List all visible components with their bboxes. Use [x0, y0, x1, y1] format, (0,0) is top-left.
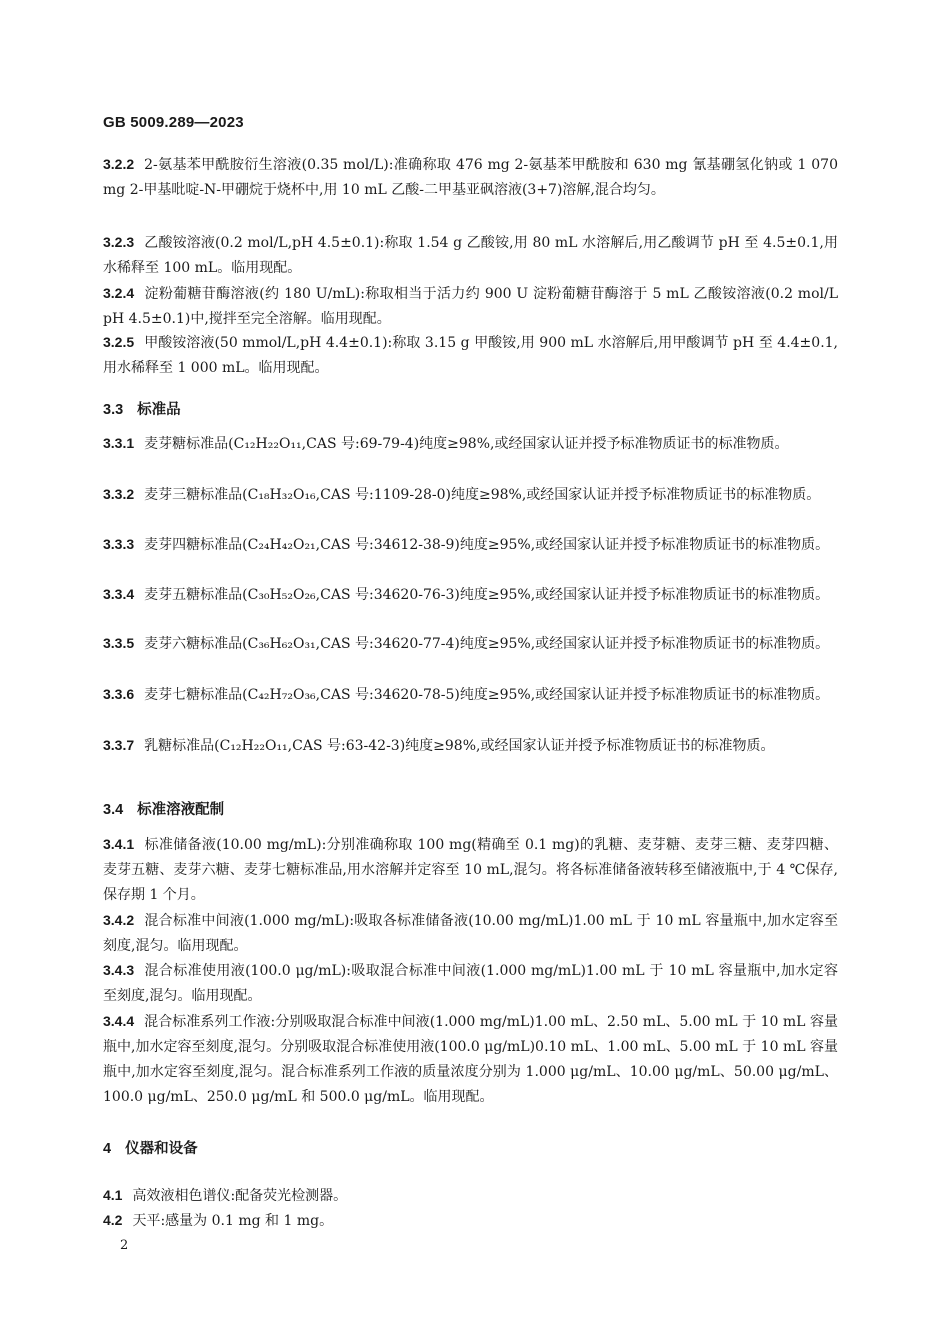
- clause-4-1: [103, 1183, 838, 1209]
- section-heading-3-3: [103, 398, 181, 419]
- clause-3-4-1: [103, 832, 838, 908]
- clause-number: 3.2.5: [103, 334, 135, 350]
- clause-text: 标准储备液(10.00 mg/mL):分别准确称取 100 mg(精确至 0.1 mg)的乳糖、麦芽糖、麦芽三糖、麦芽四糖、麦芽五糖、麦芽六糖、麦芽七糖标准品,用水溶解并定容至 10 mL,混匀。将各标准储备液转移至储液瓶中,于 4 ℃保存,保存期 1 个月。: [103, 837, 838, 903]
- clause-number: 3.2.2: [103, 156, 135, 172]
- clause-number: 3.2.4: [103, 285, 135, 301]
- clause-3-4-2: [103, 908, 838, 959]
- clause-3-3-3: [103, 532, 838, 558]
- section-heading-3-4: [103, 798, 224, 819]
- clause-number: 3.3.3: [103, 536, 135, 552]
- section-title: 仪器和设备: [125, 1141, 198, 1157]
- clause-text: 混合标准系列工作液:分别吸取混合标准中间液(1.000 mg/mL)1.00 mL、2.50 mL、5.00 mL 于 10 mL 容量瓶中,加水定容至刻度,混匀。分别吸取混合标准使用液(100.0 μg/mL)0.10 mL、1.00 mL、5.00 mL 于 10 mL 容量瓶中,加水定容至刻度,混匀。混合标准系列工作液的质量浓度分别为 1.000 μg/mL、10.00 μg/mL、50.00 μg/mL、100.0 μg/mL、250.0 μg/mL 和 500.0 μg/mL。临用现配。: [103, 1014, 838, 1105]
- clause-text: 麦芽七糖标准品(C₄₂H₇₂O₃₆,CAS 号:34620-78-5)纯度≥95%,或经国家认证并授予标准物质证书的标准物质。: [144, 687, 830, 703]
- clause-text: 天平:感量为 0.1 mg 和 1 mg。: [132, 1213, 334, 1229]
- standard-number-header: GB 5009.289—2023: [103, 114, 244, 131]
- clause-text: 高效液相色谱仪:配备荧光检测器。: [132, 1188, 348, 1204]
- clause-3-3-5: [103, 631, 838, 657]
- clause-number: 3.4.2: [103, 912, 135, 928]
- clause-number: 3.3.4: [103, 586, 135, 602]
- clause-number: 4.1: [103, 1187, 123, 1203]
- clause-text: 麦芽四糖标准品(C₂₄H₄₂O₂₁,CAS 号:34612-38-9)纯度≥95%,或经国家认证并授予标准物质证书的标准物质。: [144, 537, 830, 553]
- clause-3-3-2: [103, 482, 838, 508]
- clause-number: 3.3.7: [103, 737, 135, 753]
- clause-3-3-7: [103, 733, 838, 759]
- clause-number: 3.2.3: [103, 234, 135, 250]
- clause-text: 淀粉葡糖苷酶溶液(约 180 U/mL):称取相当于活力约 900 U 淀粉葡糖苷酶溶于 5 mL 乙酸铵溶液(0.2 mol/L pH 4.5±0.1)中,搅拌至完全溶解。临用现配。: [103, 286, 838, 327]
- clause-3-3-6: [103, 682, 838, 708]
- clause-number: 3.3.6: [103, 686, 135, 702]
- clause-text: 乙酸铵溶液(0.2 mol/L,pH 4.5±0.1):称取 1.54 g 乙酸铵,用 80 mL 水溶解后,用乙酸调节 pH 至 4.5±0.1,用水稀释至 100 mL。临用现配。: [103, 235, 838, 276]
- clause-number: 3.4.4: [103, 1013, 135, 1029]
- clause-3-2-2: [103, 152, 838, 203]
- section-number: 3.3: [103, 402, 124, 418]
- clause-text: 麦芽三糖标准品(C₁₈H₃₂O₁₆,CAS 号:1109-28-0)纯度≥98%,或经国家认证并授予标准物质证书的标准物质。: [144, 487, 821, 503]
- clause-text: 2-氨基苯甲酰胺衍生溶液(0.35 mol/L):准确称取 476 mg 2-氨基苯甲酰胺和 630 mg 氰基硼氢化钠或 1 070 mg 2-甲基吡啶-N-甲硼烷于烧杯中,用 10 mL 乙酸-二甲基亚砜溶液(3+7)溶解,混合均匀。: [103, 157, 838, 198]
- clause-text: 混合标准使用液(100.0 μg/mL):吸取混合标准中间液(1.000 mg/mL)1.00 mL 于 10 mL 容量瓶中,加水定容至刻度,混匀。临用现配。: [103, 963, 838, 1004]
- clause-text: 混合标准中间液(1.000 mg/mL):吸取各标准储备液(10.00 mg/mL)1.00 mL 于 10 mL 容量瓶中,加水定容至刻度,混匀。临用现配。: [103, 913, 838, 954]
- clause-number: 3.4.1: [103, 836, 135, 852]
- clause-3-2-3: [103, 230, 838, 281]
- section-heading-4: [103, 1137, 198, 1158]
- clause-text: 乳糖标准品(C₁₂H₂₂O₁₁,CAS 号:63-42-3)纯度≥98%,或经国家认证并授予标准物质证书的标准物质。: [144, 738, 775, 754]
- clause-3-4-3: [103, 958, 838, 1009]
- clause-3-3-1: [103, 431, 838, 457]
- section-number: 3.4: [103, 802, 124, 818]
- clause-text: 麦芽五糖标准品(C₃₀H₅₂O₂₆,CAS 号:34620-76-3)纯度≥95%,或经国家认证并授予标准物质证书的标准物质。: [144, 587, 830, 603]
- section-title: 标准溶液配制: [137, 802, 225, 818]
- clause-number: 3.4.3: [103, 962, 135, 978]
- clause-4-2: [103, 1208, 838, 1234]
- clause-3-4-4: [103, 1009, 838, 1110]
- page-number: 2: [120, 1238, 129, 1253]
- clause-3-2-5: [103, 330, 838, 381]
- section-number: 4: [103, 1141, 112, 1157]
- clause-number: 3.3.5: [103, 635, 135, 651]
- clause-text: 麦芽糖标准品(C₁₂H₂₂O₁₁,CAS 号:69-79-4)纯度≥98%,或经国家认证并授予标准物质证书的标准物质。: [144, 436, 789, 452]
- clause-number: 4.2: [103, 1212, 123, 1228]
- clause-number: 3.3.1: [103, 435, 135, 451]
- clause-number: 3.3.2: [103, 486, 135, 502]
- section-title: 标准品: [137, 402, 181, 418]
- clause-3-2-4: [103, 281, 838, 332]
- clause-text: 甲酸铵溶液(50 mmol/L,pH 4.4±0.1):称取 3.15 g 甲酸铵,用 900 mL 水溶解后,用甲酸调节 pH 至 4.4±0.1,用水稀释至 1 000 mL。临用现配。: [103, 335, 838, 376]
- clause-3-3-4: [103, 582, 838, 608]
- clause-text: 麦芽六糖标准品(C₃₆H₆₂O₃₁,CAS 号:34620-77-4)纯度≥95%,或经国家认证并授予标准物质证书的标准物质。: [144, 636, 830, 652]
